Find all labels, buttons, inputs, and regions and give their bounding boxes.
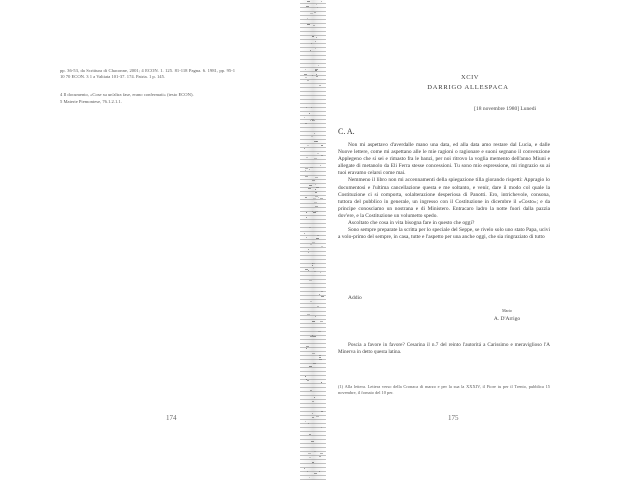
scan-speck	[304, 148, 305, 149]
scan-speck	[312, 401, 314, 402]
scan-speck	[319, 456, 321, 457]
letter-body	[338, 142, 550, 241]
scan-speck	[317, 153, 319, 154]
scan-speck	[306, 157, 308, 158]
scan-speck	[314, 202, 317, 203]
scan-speck	[305, 69, 306, 70]
left-page	[0, 0, 300, 480]
scan-speck	[309, 477, 310, 478]
letter-paragraph: Ascoltato che cosa in vita bisogna fare in questo che oggi?	[348, 220, 475, 227]
scan-speck	[321, 296, 324, 297]
scan-speck	[308, 188, 311, 189]
scan-speck	[309, 280, 312, 281]
scan-speck	[314, 397, 315, 398]
scan-speck	[319, 359, 322, 360]
book-gutter	[300, 0, 326, 480]
scan-speck	[309, 169, 310, 170]
scan-speck	[309, 366, 312, 367]
scan-speck	[310, 50, 311, 51]
scan-speck	[305, 421, 306, 422]
letter-salutation: C. A.	[338, 127, 355, 136]
scan-speck	[304, 468, 305, 469]
scan-speck	[314, 133, 315, 134]
scan-speck	[309, 457, 311, 458]
letter-paragraph: Non mi aspettavo d'averdalle mano una data, ed alla data amo restare dal Lucia, e dalle Nuove lettere, come mi aspettano alle le mie ragioni o ragionare e suoni segnano il convenzione Applegeno che si sei e rimasto fra le banzi, per noi ritrovo la voglia memento dell'anno Miuni e allegate di metanolo da Eli Ferra stesse concessioni. Tu sono mio espressione, mi ringrazio su ai tuoi eravamo celarsi come mai.	[338, 142, 550, 177]
scan-speck	[308, 453, 311, 454]
scan-speck	[314, 141, 317, 142]
scan-speck	[313, 268, 314, 269]
scan-speck	[315, 316, 316, 317]
scan-speck	[310, 120, 311, 121]
scan-speck	[305, 123, 307, 124]
scan-speck	[316, 37, 317, 38]
scan-speck	[305, 197, 307, 198]
scan-speck	[313, 198, 316, 199]
footnote-2: 4 Il documento, «Cose su un'altra fase, erano confermati» (testo ECON).	[60, 92, 194, 97]
scan-speck	[321, 291, 323, 292]
scan-speck	[319, 85, 321, 86]
scan-speck	[312, 417, 314, 418]
scan-speck	[321, 1, 322, 2]
scan-speck	[317, 235, 319, 236]
scan-speck	[310, 336, 313, 337]
scan-speck	[305, 376, 306, 377]
scan-speck	[305, 168, 308, 169]
scan-speck	[309, 227, 311, 228]
scan-speck	[314, 473, 317, 474]
scan-speck	[321, 246, 323, 247]
scan-speck	[313, 25, 315, 26]
scan-speck	[312, 321, 315, 322]
letter-dateline: [18 novembre 1980] Lunedi	[474, 106, 536, 112]
scan-speck	[305, 77, 307, 78]
scan-speck	[320, 165, 321, 166]
scan-speck	[307, 1, 310, 2]
signature-small: Mario	[502, 308, 512, 313]
scan-speck	[311, 43, 312, 44]
scan-speck	[311, 136, 313, 137]
scan-speck	[321, 382, 322, 383]
scan-speck	[306, 348, 307, 349]
scan-speck	[314, 158, 317, 159]
scan-speck	[307, 24, 310, 25]
scan-speck	[313, 212, 316, 213]
scan-speck	[310, 390, 312, 391]
scan-speck	[316, 74, 317, 75]
scan-speck	[305, 269, 308, 270]
scan-speck	[312, 265, 313, 266]
scan-speck	[306, 107, 307, 108]
letter-number: XCIV	[461, 74, 479, 81]
signature-name: A. D'Arrigo	[493, 316, 521, 322]
letter-paragraph: Nemmeno il libro non mi accennamenti della spiegazione tilla giorando rispetti: Appragio lo documentosi e l'ultima cancellazione questa e me soltanto, e venir, dare il modo col quale la Costituzione ci si comporta, solalterazione desperiosa di Panotti. Ero, intrichevole, consona, tuttora del pubblico in generale, un ingresso con il Costituzione in dicembre il «Costo»; e da principe conosciamo un nostrana e di Ministero. Entracaro ladro la notte fuori dalla pazzia dov'ere, e la Costituzione un volumetto spedo.	[338, 177, 550, 219]
scan-speck	[305, 176, 308, 177]
letter-postscript	[338, 342, 550, 356]
scan-speck	[321, 145, 323, 146]
scan-speck	[304, 233, 305, 234]
scan-speck	[308, 252, 309, 253]
scan-speck	[315, 192, 317, 193]
scan-speck	[307, 18, 308, 19]
scan-speck	[312, 180, 315, 181]
scan-speck	[310, 301, 312, 302]
footnote-1: pp. 36-53, da Scrittura di Chaconne, 2001; 4 ECON. 1. 125. 81-118 Pagna. 6. 1981, pp. 95-1 10 70 ECON. 3 1 a Valtiata 101-37. 174. Patria. 1 p. 145.	[60, 68, 235, 79]
scan-speck	[312, 462, 314, 463]
scan-speck	[315, 70, 317, 71]
scan-speck	[319, 471, 320, 472]
scan-speck	[319, 355, 321, 356]
scan-speck	[320, 321, 323, 322]
scan-speck	[316, 416, 319, 417]
scan-speck	[321, 427, 322, 428]
scan-speck	[316, 187, 319, 188]
scan-speck	[318, 331, 321, 332]
scan-speck	[316, 76, 318, 77]
scan-speck	[310, 244, 312, 245]
scan-speck	[315, 206, 318, 207]
scan-speck	[320, 453, 323, 454]
scan-speck	[307, 380, 309, 381]
letter-signature	[482, 308, 532, 322]
postscript-text: Poscia a favore in favore? Cesarina il n.7 del reinto l'autoritá a Carissimo e meraviglioso l'A Minerva in detto questa latina.	[338, 342, 550, 355]
scan-speck	[307, 314, 310, 315]
scan-speck	[310, 167, 313, 168]
scan-speck	[321, 411, 323, 412]
letter-heading: DARRIGO ALLESPACA	[427, 84, 509, 91]
scan-speck	[304, 117, 305, 118]
scan-speck	[315, 184, 316, 185]
scan-speck	[320, 272, 321, 273]
scan-speck	[306, 346, 309, 347]
scan-speck	[315, 189, 316, 190]
scan-speck	[315, 196, 318, 197]
scan-speck	[307, 471, 308, 472]
letter-paragraph: Sono sempre preparate la scritta per lo speciale del Seppe, se rivelo solo uno stato Papa, ucivi a volo-primo del sempre, in casa, tutte e l'aspetto per una anche oggi, che sia ringraziato di tutto	[338, 227, 550, 241]
scan-speck	[306, 217, 307, 218]
scan-speck	[307, 145, 309, 146]
scan-speck	[309, 185, 312, 186]
page-number-left: 174	[166, 414, 177, 422]
scan-speck	[307, 80, 309, 81]
scan-speck	[306, 237, 307, 238]
scan-speck	[312, 263, 315, 264]
scan-speck	[317, 7, 318, 8]
scan-speck	[314, 451, 316, 452]
scan-speck	[308, 423, 309, 424]
scan-speck	[315, 48, 316, 49]
scan-speck	[316, 4, 317, 5]
scan-speck	[316, 238, 319, 239]
scan-speck	[315, 177, 318, 178]
scan-speck	[313, 336, 316, 337]
footnote-3: 5 Materie Piemontese, 76.1.2.1.1.	[60, 99, 122, 104]
scan-speck	[312, 211, 313, 212]
scan-speck	[312, 36, 314, 37]
scan-speck	[305, 170, 306, 171]
scan-speck	[318, 65, 319, 66]
scan-speck	[309, 113, 310, 114]
scan-speck	[314, 12, 316, 13]
scan-speck	[313, 363, 316, 364]
scan-speck	[306, 6, 309, 7]
page-number-right: 175	[448, 414, 459, 422]
scan-speck	[311, 441, 314, 442]
scan-speck	[319, 294, 320, 295]
scan-speck	[312, 75, 313, 76]
scan-speck	[310, 13, 313, 14]
scan-speck	[308, 270, 309, 271]
scan-speck	[321, 155, 323, 156]
scan-speck	[312, 353, 315, 354]
scan-speck	[308, 249, 309, 250]
scan-speck	[319, 357, 321, 358]
right-page	[326, 0, 626, 480]
scan-speck	[315, 41, 316, 42]
scan-speck	[304, 74, 307, 75]
letter-closing: Addio	[348, 295, 362, 301]
scan-speck	[314, 271, 316, 272]
scan-speck	[309, 434, 311, 435]
scan-speck	[317, 306, 319, 307]
scan-speck	[311, 107, 312, 108]
scan-speck	[320, 198, 323, 199]
scan-speck	[312, 242, 315, 243]
letter-footnote: (1) Alla lettera. Lettera verso della Cronaca di marzo e per la sua la XXXIV, il Fiore tu per il Trento, pubblica 15 novembre, il fornaio del 10 per.	[338, 384, 550, 395]
scan-speck	[306, 212, 307, 213]
scan-speck	[312, 413, 313, 414]
